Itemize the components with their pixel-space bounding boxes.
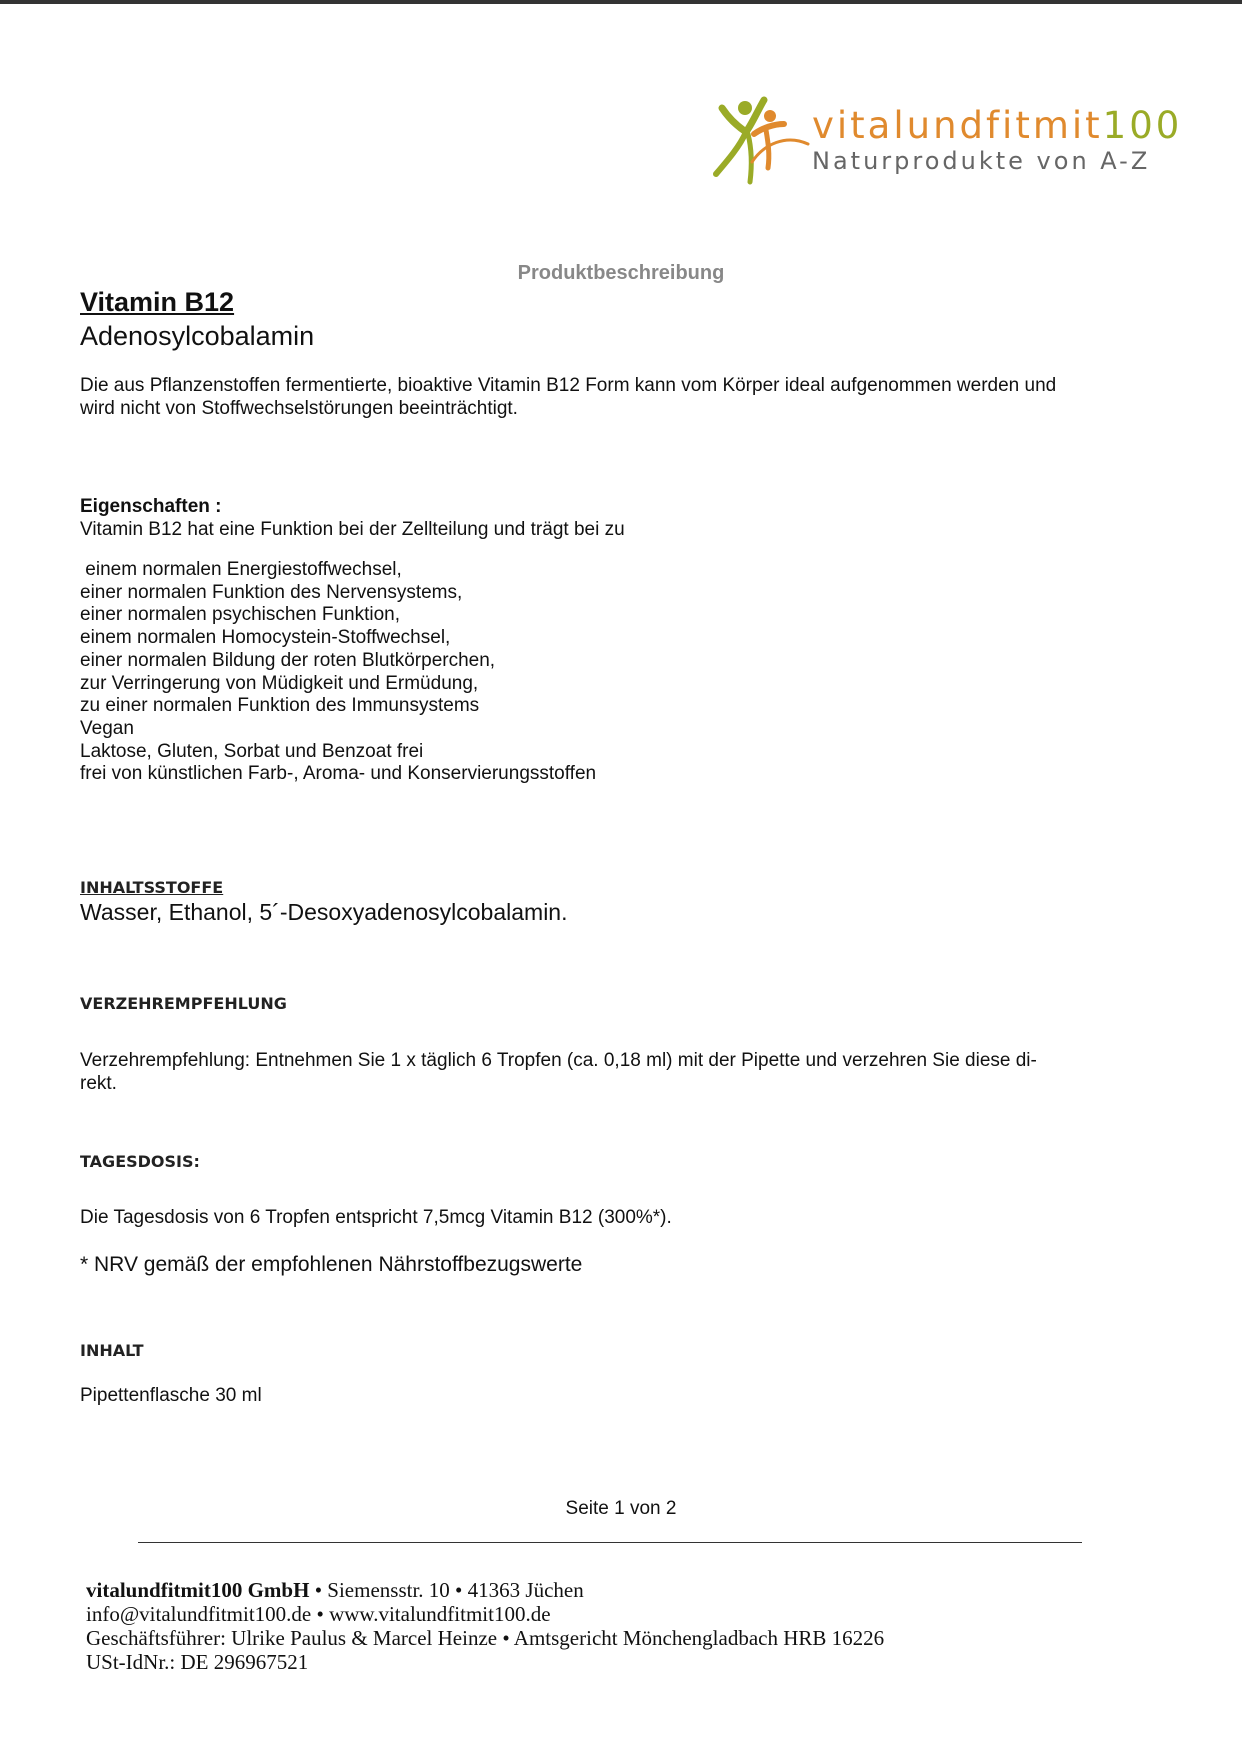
logo-tagline: Naturprodukte von A-Z xyxy=(812,147,1151,175)
list-item: zur Verringerung von Müdigkeit und Ermüdung, xyxy=(80,672,479,694)
properties-list xyxy=(80,559,596,786)
product-title: Vitamin B12 xyxy=(80,287,235,317)
list-item: Vegan xyxy=(80,717,134,739)
list-item: einem normalen Energiestoffwechsel, xyxy=(80,559,402,580)
product-intro xyxy=(80,375,1170,420)
footer-contact: info@vitalundfitmit100.de • www.vitalundfitmit100.de xyxy=(86,1602,551,1626)
intro-line: Die aus Pflanzenstoffen fermentierte, bioaktive Vitamin B12 Form kann vom Körper ideal aufgenommen werden und xyxy=(80,375,1057,396)
brand-logo xyxy=(712,94,1183,190)
daily-dose-text: Die Tagesdosis von 6 Tropfen entspricht 7,5mcg Vitamin B12 (300%*). xyxy=(80,1207,672,1228)
footer-management: Geschäftsführer: Ulrike Paulus & Marcel Heinze • Amtsgericht Mönchengladbach HRB 16226 xyxy=(86,1626,885,1650)
company-footer xyxy=(86,1578,884,1674)
list-item: einer normalen Funktion des Nervensystems, xyxy=(80,581,463,603)
list-item: frei von künstlichen Farb-, Aroma- und Konservierungsstoffen xyxy=(80,763,597,785)
ingredients-heading: INHALTSSTOFFE xyxy=(80,878,224,897)
recommendation-text xyxy=(80,1050,1160,1095)
company-name: vitalundfitmit100 GmbH xyxy=(86,1578,310,1602)
ingredients-text: Wasser, Ethanol, 5´-Desoxyadenosylcobalamin. xyxy=(80,899,568,925)
recommendation-heading: VERZEHREMPFEHLUNG xyxy=(80,994,287,1013)
footer-vat: USt-IdNr.: DE 296967521 xyxy=(86,1650,309,1674)
intro-line: wird nicht von Stoffwechselstörungen beeinträchtigt. xyxy=(80,397,518,419)
list-item: einem normalen Homocystein-Stoffwechsel, xyxy=(80,627,451,649)
footer-divider xyxy=(138,1542,1082,1543)
nrv-footnote: * NRV gemäß der empfohlenen Nährstoffbezugswerte xyxy=(80,1253,583,1276)
footer-address-line xyxy=(86,1578,884,1602)
list-item: zu einer normalen Funktion des Immunsystems xyxy=(80,695,480,717)
content-text: Pipettenflasche 30 ml xyxy=(80,1385,262,1406)
document-type: Produktbeschreibung xyxy=(517,262,725,284)
recommendation-line: rekt. xyxy=(80,1072,117,1094)
page-number: Seite 1 von 2 xyxy=(565,1498,677,1519)
content-heading: INHALT xyxy=(80,1341,144,1360)
logo-wordmark: vitalundfitmit100 xyxy=(812,104,1183,147)
daily-dose-heading: TAGESDOSIS: xyxy=(80,1152,200,1171)
recommendation-line: Verzehrempfehlung: Entnehmen Sie 1 x täglich 6 Tropfen (ca. 0,18 ml) mit der Pipette und verzehren Sie diese di- xyxy=(80,1050,1037,1071)
list-item: einer normalen Bildung der roten Blutkörperchen, xyxy=(80,649,496,671)
top-border xyxy=(0,0,1242,4)
list-item: einer normalen psychischen Funktion, xyxy=(80,604,401,626)
leaf-figure-icon xyxy=(712,94,812,190)
company-address: • Siemensstr. 10 • 41363 Jüchen xyxy=(309,1578,584,1602)
list-item: Laktose, Gluten, Sorbat und Benzoat frei xyxy=(80,740,424,762)
properties-heading: Eigenschaften : xyxy=(80,496,222,517)
properties-intro: Vitamin B12 hat eine Funktion bei der Zellteilung und trägt bei zu xyxy=(80,519,625,540)
product-subtitle: Adenosylcobalamin xyxy=(80,321,315,351)
